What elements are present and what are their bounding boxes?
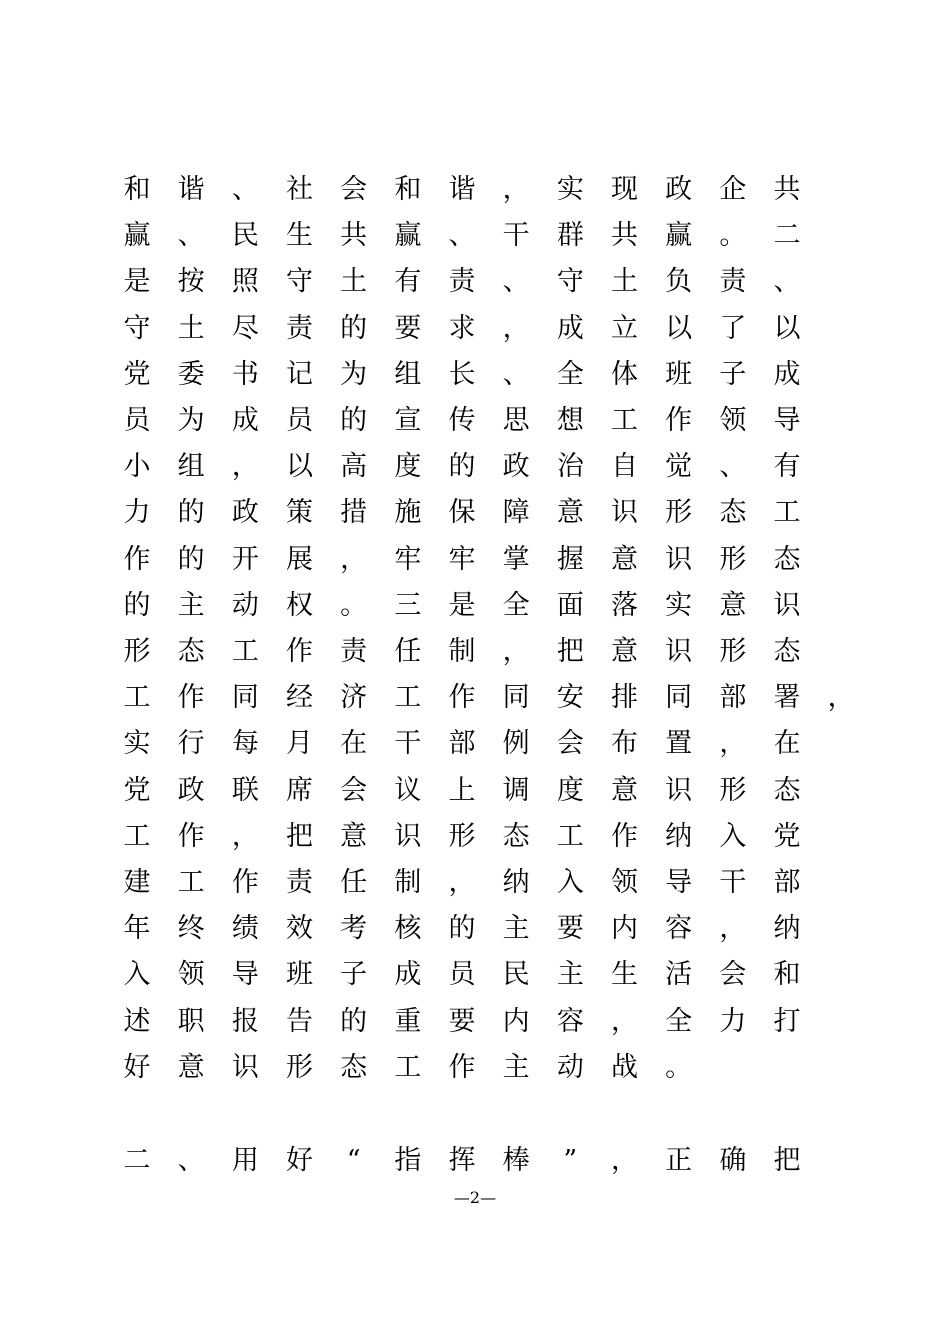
text-char: 作 <box>123 543 151 575</box>
text-char: 按 <box>177 266 205 298</box>
text-char: 施 <box>394 497 422 529</box>
text-char: 成 <box>231 405 259 436</box>
text-char: 党 <box>773 820 801 852</box>
text-char: 识 <box>665 543 693 575</box>
text-char: 有 <box>773 451 801 483</box>
text-line <box>0 721 950 767</box>
text-line <box>0 768 950 814</box>
text-char: 意 <box>611 636 638 667</box>
text-char: ， <box>719 913 747 945</box>
text-char: 把 <box>773 1145 801 1176</box>
text-char: ， <box>611 1145 638 1176</box>
text-char: 态 <box>502 820 530 852</box>
text-char: 主 <box>177 589 205 621</box>
text-line <box>0 999 950 1045</box>
text-char: 政 <box>177 774 205 806</box>
text-line <box>0 398 950 444</box>
text-char: 共 <box>340 220 368 252</box>
text-char: 。 <box>665 1051 693 1083</box>
text-char: 的 <box>448 913 476 945</box>
text-char: 作 <box>177 820 205 852</box>
text-char: 好 <box>123 1051 151 1083</box>
text-char: 工 <box>123 682 151 714</box>
text-char: 意 <box>719 589 747 621</box>
text-char: 生 <box>611 959 638 991</box>
text-char: 的 <box>340 1005 368 1037</box>
text-char: 例 <box>502 728 530 760</box>
text-char: 态 <box>773 774 801 806</box>
text-char: “ <box>346 1145 361 1176</box>
text-char: 三 <box>394 589 422 621</box>
text-char: 主 <box>502 913 530 945</box>
text-char: 工 <box>231 636 259 667</box>
text-char: 责 <box>448 266 476 298</box>
text-char: 班 <box>665 358 693 390</box>
text-char: 任 <box>394 636 422 667</box>
text-char: 为 <box>177 405 205 436</box>
text-char: 干 <box>719 867 747 898</box>
text-char: 安 <box>556 682 584 714</box>
text-char: 长 <box>448 358 476 390</box>
text-char: 动 <box>231 589 259 621</box>
text-char: 报 <box>231 1005 259 1037</box>
text-char: 民 <box>502 959 530 991</box>
text-char: 群 <box>556 220 584 252</box>
text-char: 会 <box>340 174 368 205</box>
text-line <box>0 352 950 398</box>
text-char: 述 <box>123 1005 151 1037</box>
section-heading <box>0 1138 950 1184</box>
text-char: 议 <box>394 774 422 806</box>
text-char: ， <box>827 682 855 714</box>
text-char: 部 <box>719 682 747 714</box>
text-char: 每 <box>231 728 259 760</box>
text-char: 形 <box>448 820 476 852</box>
text-char: 员 <box>286 405 313 436</box>
text-char: 意 <box>340 820 368 852</box>
text-char: 作 <box>611 820 638 852</box>
text-char: 赢 <box>123 220 151 252</box>
text-line <box>0 952 950 998</box>
text-char: 。 <box>719 220 747 252</box>
text-char: 内 <box>502 1005 530 1037</box>
text-char: 会 <box>340 774 368 806</box>
text-char: 力 <box>123 497 151 529</box>
text-char: 工 <box>177 867 205 898</box>
text-char: 挥 <box>448 1145 476 1176</box>
text-char: 形 <box>719 543 747 575</box>
text-char: ， <box>611 1005 638 1037</box>
text-line <box>0 906 950 952</box>
text-char: 高 <box>340 451 368 483</box>
text-char: 全 <box>665 1005 693 1037</box>
text-char: 识 <box>773 589 801 621</box>
text-char: 组 <box>394 358 422 390</box>
text-char: 布 <box>611 728 638 760</box>
text-char: 态 <box>773 636 801 667</box>
text-char: 想 <box>556 405 584 436</box>
text-char: 政 <box>502 451 530 483</box>
text-char: 告 <box>286 1005 313 1037</box>
page-number: —2— <box>453 1188 497 1207</box>
text-char: 效 <box>286 913 313 945</box>
text-char: 制 <box>448 636 476 667</box>
text-char: 同 <box>231 682 259 714</box>
text-char: 子 <box>719 358 747 390</box>
text-char: 共 <box>611 220 638 252</box>
text-char: 态 <box>177 636 205 667</box>
text-char: 用 <box>231 1145 259 1176</box>
text-char: 入 <box>556 867 584 898</box>
text-char: 入 <box>123 959 151 991</box>
text-char: 实 <box>665 589 693 621</box>
text-char: 同 <box>502 682 530 714</box>
text-char: 要 <box>556 913 584 945</box>
text-char: 策 <box>286 497 313 529</box>
text-char: 生 <box>286 220 313 252</box>
text-char: 企 <box>719 174 747 205</box>
text-char: 的 <box>177 497 205 529</box>
text-char: ， <box>231 451 259 483</box>
text-char: 、 <box>502 358 530 390</box>
text-char: 活 <box>665 959 693 991</box>
text-char: 以 <box>286 451 313 483</box>
text-char: 态 <box>719 497 747 529</box>
text-char: 社 <box>286 174 313 205</box>
text-char: 工 <box>556 820 584 852</box>
text-char: 绩 <box>231 913 259 945</box>
text-char: 形 <box>719 774 747 806</box>
text-char: 领 <box>177 959 205 991</box>
text-char: 成 <box>773 358 801 390</box>
text-char: 把 <box>556 636 584 667</box>
text-char: 的 <box>448 451 476 483</box>
text-char: 纳 <box>773 913 801 945</box>
text-char: 面 <box>556 589 584 621</box>
text-char: 识 <box>665 636 693 667</box>
text-char: 、 <box>773 266 801 298</box>
text-char: 席 <box>286 774 313 806</box>
text-line <box>0 537 950 583</box>
text-char: 赢 <box>665 220 693 252</box>
text-char: 入 <box>719 820 747 852</box>
text-char: 小 <box>123 451 151 483</box>
text-char: 守 <box>286 266 313 298</box>
text-char: 责 <box>719 266 747 298</box>
text-char: 会 <box>556 728 584 760</box>
text-char: 宣 <box>394 405 422 436</box>
text-char: 把 <box>286 820 313 852</box>
text-char: 成 <box>556 312 584 344</box>
text-char: 部 <box>448 728 476 760</box>
text-char: 考 <box>340 913 368 945</box>
text-char: 济 <box>340 682 368 714</box>
text-char: 干 <box>502 220 530 252</box>
text-char: 、 <box>177 220 205 252</box>
text-char: 在 <box>773 728 801 760</box>
text-char: 重 <box>394 1005 422 1037</box>
text-char: 子 <box>340 959 368 991</box>
text-char: 度 <box>556 774 584 806</box>
text-char: 以 <box>773 312 801 344</box>
text-char: ， <box>719 728 747 760</box>
text-char: 权 <box>286 589 313 621</box>
text-char: 上 <box>448 774 476 806</box>
text-char: 形 <box>719 636 747 667</box>
text-char: 保 <box>448 497 476 529</box>
text-char: 正 <box>665 1145 693 1176</box>
text-char: 要 <box>394 312 422 344</box>
text-char: 好 <box>286 1145 313 1176</box>
text-char: 员 <box>123 405 151 436</box>
text-line <box>0 1045 950 1091</box>
text-char: 是 <box>123 266 151 298</box>
text-char: 展 <box>286 543 313 575</box>
text-char: 二 <box>773 220 801 252</box>
text-char: 了 <box>719 312 747 344</box>
text-char: 力 <box>719 1005 747 1037</box>
text-char: 传 <box>448 405 476 436</box>
text-char: 打 <box>773 1005 801 1037</box>
text-char: 确 <box>719 1145 747 1176</box>
text-char: 意 <box>611 543 638 575</box>
text-char: 识 <box>231 1051 259 1083</box>
text-char: 掌 <box>502 543 530 575</box>
text-char: 要 <box>448 1005 476 1037</box>
text-char: 导 <box>773 405 801 436</box>
text-char: 年 <box>123 913 151 945</box>
text-char: 内 <box>611 913 638 945</box>
text-char: 实 <box>123 728 151 760</box>
text-char: 守 <box>556 266 584 298</box>
text-char: 负 <box>665 266 693 298</box>
text-char: ， <box>231 820 259 852</box>
text-char: 、 <box>502 266 530 298</box>
text-char: 现 <box>611 174 638 205</box>
text-char: 容 <box>556 1005 584 1037</box>
text-char: 谐 <box>177 174 205 205</box>
text-char: 党 <box>123 358 151 390</box>
text-char: 纳 <box>665 820 693 852</box>
text-line <box>0 259 950 305</box>
text-char: 觉 <box>665 451 693 483</box>
text-char: 部 <box>773 867 801 898</box>
text-char: ， <box>340 543 368 575</box>
text-char: 形 <box>123 636 151 667</box>
text-char: 和 <box>773 959 801 991</box>
text-char: 的 <box>340 312 368 344</box>
text-char: ， <box>448 867 476 898</box>
text-line <box>0 583 950 629</box>
text-char: 工 <box>394 1051 422 1083</box>
text-char: ， <box>502 636 530 667</box>
text-char: 作 <box>177 682 205 714</box>
text-char: 书 <box>231 358 259 390</box>
text-char: 作 <box>286 636 313 667</box>
text-char: 意 <box>177 1051 205 1083</box>
text-char: 政 <box>231 497 259 529</box>
text-char: 作 <box>231 867 259 898</box>
text-char: 民 <box>231 220 259 252</box>
text-char: 调 <box>502 774 530 806</box>
text-char: 纳 <box>502 867 530 898</box>
text-char: 容 <box>665 913 693 945</box>
text-char: 照 <box>231 266 259 298</box>
text-char: 握 <box>556 543 584 575</box>
text-char: 尽 <box>231 312 259 344</box>
text-char: 会 <box>719 959 747 991</box>
text-char: 障 <box>502 497 530 529</box>
text-char: 月 <box>286 728 313 760</box>
text-char: 措 <box>340 497 368 529</box>
text-char: 土 <box>177 312 205 344</box>
text-line <box>0 629 950 675</box>
text-char: ， <box>502 312 530 344</box>
text-char: 意 <box>556 497 584 529</box>
text-char: 实 <box>556 174 584 205</box>
text-char: 全 <box>502 589 530 621</box>
text-char: 和 <box>394 174 422 205</box>
text-char: 作 <box>665 405 693 436</box>
text-line <box>0 490 950 536</box>
text-char: 牢 <box>394 543 422 575</box>
text-char: 工 <box>123 820 151 852</box>
text-line <box>0 167 950 213</box>
text-char: 委 <box>177 358 205 390</box>
text-char: 形 <box>665 497 693 529</box>
text-char: 记 <box>286 358 313 390</box>
text-char: 共 <box>773 174 801 205</box>
text-char: 作 <box>448 1051 476 1083</box>
text-char: 识 <box>394 820 422 852</box>
text-char: 、 <box>177 1145 205 1176</box>
text-char: 党 <box>123 774 151 806</box>
text-char: 联 <box>231 774 259 806</box>
text-char: 经 <box>286 682 313 714</box>
text-char: 干 <box>394 728 422 760</box>
text-char: 动 <box>556 1051 584 1083</box>
text-char: 、 <box>719 451 747 483</box>
text-char: 责 <box>340 636 368 667</box>
text-char: 识 <box>611 497 638 529</box>
text-char: 核 <box>394 913 422 945</box>
text-char: 作 <box>448 682 476 714</box>
text-char: 建 <box>123 867 151 898</box>
text-char: 行 <box>177 728 205 760</box>
text-char: 态 <box>340 1051 368 1083</box>
text-char: 责 <box>286 867 313 898</box>
text-char: 同 <box>665 682 693 714</box>
text-char: 指 <box>394 1145 422 1176</box>
text-char: 工 <box>611 405 638 436</box>
text-char: 态 <box>773 543 801 575</box>
text-char: 成 <box>394 959 422 991</box>
text-char: 的 <box>177 543 205 575</box>
text-char: 班 <box>286 959 313 991</box>
text-char: 。 <box>340 589 368 621</box>
text-char: 员 <box>448 959 476 991</box>
text-char: 置 <box>665 728 693 760</box>
text-char: 治 <box>556 451 584 483</box>
text-char: 、 <box>448 220 476 252</box>
text-char: 土 <box>340 266 368 298</box>
text-char: 立 <box>611 312 638 344</box>
text-char: 落 <box>611 589 638 621</box>
text-char: 求 <box>448 312 476 344</box>
text-char: 领 <box>611 867 638 898</box>
text-char: 守 <box>123 312 151 344</box>
text-char: 开 <box>231 543 259 575</box>
text-char: 职 <box>177 1005 205 1037</box>
text-char: 导 <box>231 959 259 991</box>
text-char: 思 <box>502 405 530 436</box>
text-char: 谐 <box>448 174 476 205</box>
text-char: 是 <box>448 589 476 621</box>
text-char: 二 <box>123 1145 151 1176</box>
text-char: 组 <box>177 451 205 483</box>
text-char: 识 <box>665 774 693 806</box>
text-char: 在 <box>340 728 368 760</box>
text-char: 全 <box>556 358 584 390</box>
text-line <box>0 675 950 721</box>
text-line <box>0 860 950 906</box>
text-char: 的 <box>123 589 151 621</box>
text-char: 工 <box>394 682 422 714</box>
text-char: 体 <box>611 358 638 390</box>
text-char: 任 <box>340 867 368 898</box>
text-char: ， <box>502 174 530 205</box>
text-char: 自 <box>611 451 638 483</box>
text-char: 主 <box>502 1051 530 1083</box>
text-char: 战 <box>611 1051 638 1083</box>
text-line <box>0 306 950 352</box>
text-char: 牢 <box>448 543 476 575</box>
text-char: 署 <box>773 682 801 714</box>
text-char: 主 <box>556 959 584 991</box>
text-char: 意 <box>611 774 638 806</box>
text-char: 领 <box>719 405 747 436</box>
text-char: 土 <box>611 266 638 298</box>
text-char: 工 <box>773 497 801 529</box>
text-char: 排 <box>611 682 638 714</box>
text-char: 和 <box>123 174 151 205</box>
text-char: 、 <box>231 174 259 205</box>
text-char: 棒 <box>502 1145 530 1176</box>
text-char: 制 <box>394 867 422 898</box>
text-char: 责 <box>286 312 313 344</box>
text-char: ” <box>563 1145 578 1176</box>
text-char: 为 <box>340 358 368 390</box>
text-line <box>0 213 950 259</box>
text-char: 有 <box>394 266 422 298</box>
text-char: 以 <box>665 312 693 344</box>
text-line <box>0 814 950 860</box>
text-char: 的 <box>340 405 368 436</box>
text-char: 度 <box>394 451 422 483</box>
text-char: 政 <box>665 174 693 205</box>
text-char: 导 <box>665 867 693 898</box>
text-line <box>0 444 950 490</box>
text-char: 赢 <box>394 220 422 252</box>
text-char: 形 <box>286 1051 313 1083</box>
text-char: 终 <box>177 913 205 945</box>
